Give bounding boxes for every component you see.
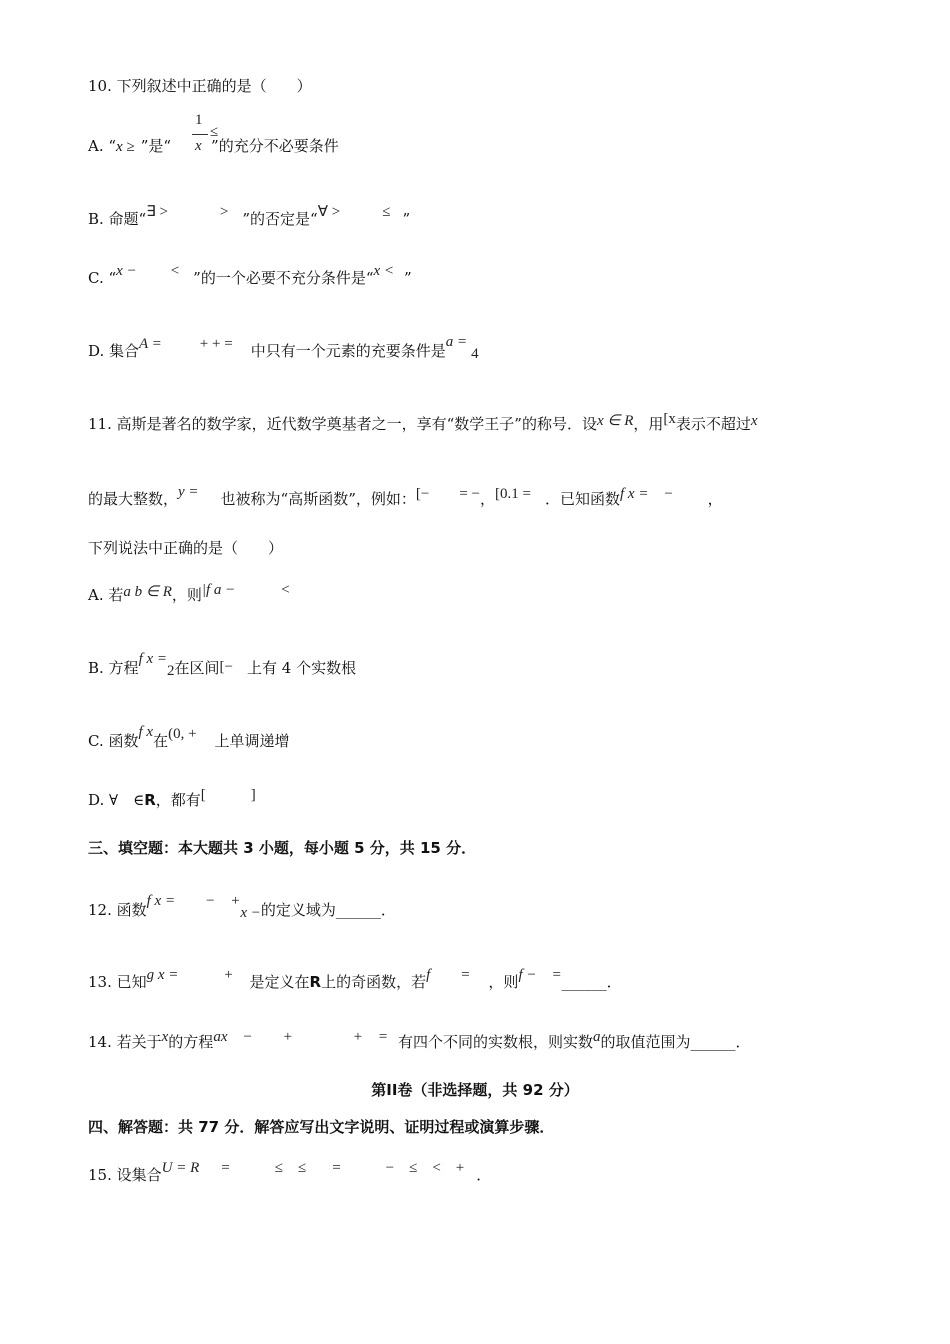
q14-mid1: 的方程 <box>168 1033 214 1051</box>
q11-option-c <box>88 724 290 752</box>
q10-option-c <box>88 263 412 289</box>
q10-c-prefix: C. “ <box>88 269 117 287</box>
q11-d-mid: ，都有 <box>155 791 201 809</box>
q10-b-suffix: ” <box>402 210 411 228</box>
q13-mid3: ，则 <box>488 973 519 991</box>
part2-heading: 第II卷（非选择题，共 92 分） <box>371 1081 579 1099</box>
q11-b-mid: 在区间 <box>174 659 220 677</box>
q11-line2-math2: [− = − <box>415 486 481 502</box>
q10-b-math2: > <box>219 204 229 220</box>
q10-option-d <box>88 334 479 362</box>
q10-d-prefix: D. 集合 <box>88 342 140 360</box>
q11-line2-math3: [0.1 = <box>495 486 531 502</box>
q10-d-math2: + + = <box>199 336 233 352</box>
q10-a-math1: x ≥ <box>116 139 135 155</box>
q10-a-frac-rel: ≤ <box>210 124 219 140</box>
q11-stem-math2: [x <box>663 411 676 427</box>
q10-d-math4: 4 <box>471 346 479 362</box>
q13 <box>88 967 622 993</box>
q11-b-math1: f x = <box>138 651 168 667</box>
q13-prefix: 13. 已知 <box>88 973 147 991</box>
q14-math2: ax − + + = <box>213 1029 388 1045</box>
q10-c-suffix: ” <box>404 269 412 287</box>
q13-mid2: 上的奇函数，若 <box>321 973 427 991</box>
q10-c-mid: ”的一个必要不充分条件是“ <box>193 269 374 287</box>
q15-prefix: 15. 设集合 <box>88 1166 162 1184</box>
q15-math1: U = R <box>161 1160 200 1176</box>
q13-math4: f − = <box>518 967 562 983</box>
q11-line2-b: 也被称为“高斯函数”，例如： <box>220 490 416 508</box>
q10-a-suffix: ”的充分不必要条件 <box>211 137 339 155</box>
q11-c-suffix: 上单调递增 <box>214 732 290 750</box>
q10-a-mid: ”是“ <box>140 137 172 155</box>
q11-stem-b: ，用 <box>633 415 664 433</box>
q10-b-mid: ”的否定是“ <box>242 210 318 228</box>
q11-c-prefix: C. 函数 <box>88 732 139 750</box>
q11-stem-line2 <box>88 484 723 510</box>
q12 <box>88 893 396 921</box>
q10-a-frac-num: 1 <box>195 112 203 128</box>
q13-mid1: 是定义在 <box>249 973 310 991</box>
q11-stem-line3: 下列说法中正确的是（ ） <box>88 539 284 557</box>
q11-b-suffix: 上有 4 个实数根 <box>247 659 357 677</box>
q12-math1: f x = − + <box>146 893 241 909</box>
q10-c-math3: x < <box>373 263 395 279</box>
q11-b-math3: [− <box>219 659 233 675</box>
section4-heading: 四、解答题：共 77 分．解答应写出文字说明、证明过程或演算步骤． <box>88 1118 555 1136</box>
q13-math2: R <box>309 973 322 991</box>
q10-b-math1: ∃ > <box>146 204 168 220</box>
q11-line2-math1: y = <box>178 484 199 500</box>
q12-math2: x − <box>240 905 261 921</box>
q10-b-math3: ∀ > <box>317 204 341 220</box>
q11-stem-math1: x ∈ R <box>596 413 634 429</box>
q10-d-mid: 中只有一个元素的充要条件是 <box>250 342 446 360</box>
q11-d-math2: [ ] <box>200 787 256 803</box>
q10-a-frac-bar <box>192 134 208 135</box>
q10-option-b <box>88 204 411 230</box>
q11-a-math2: |f a − < <box>201 582 291 598</box>
q11-stem-line1 <box>88 411 758 435</box>
q10-c-math2: < <box>170 263 180 279</box>
q11-a-mid: ，则 <box>171 586 202 604</box>
q11-c-math1: f x <box>138 724 154 740</box>
q11-stem-math3: x <box>750 413 758 429</box>
q11-line2-a: 的最大整数， <box>88 490 179 508</box>
q11-option-d <box>88 787 256 811</box>
q14-mid2: 有四个不同的实数根，则实数 <box>397 1033 593 1051</box>
q13-suffix: ______． <box>561 973 622 991</box>
q11-b-prefix: B. 方程 <box>88 659 139 677</box>
q11-line2-c: ， <box>480 490 496 508</box>
q10-c-math1: x − <box>116 263 137 279</box>
q11-option-a <box>88 582 291 606</box>
q13-math3: f = <box>426 967 471 983</box>
q15-math2: = ≤ ≤ <box>221 1160 307 1176</box>
q14-suffix: 的取值范围为______． <box>600 1033 751 1051</box>
q11-line2-math4: f x = − <box>620 486 674 502</box>
q10-b-math4: ≤ <box>382 204 391 220</box>
q10-a-prefix: A. “ <box>88 137 117 155</box>
q15-suffix: ． <box>476 1166 492 1184</box>
q12-suffix: 的定义域为______． <box>260 901 396 919</box>
q12-prefix: 12. 函数 <box>88 901 147 919</box>
q14-math1: x <box>161 1029 169 1045</box>
q11-line2-d: ．已知函数 <box>545 490 621 508</box>
q10-a-frac-den: x <box>195 138 202 154</box>
section3-heading: 三、填空题：本大题共 3 小题，每小题 5 分，共 15 分． <box>88 839 477 857</box>
q10-b-prefix: B. 命题“ <box>88 210 147 228</box>
q10-d-math1: A = <box>139 336 162 352</box>
q11-d-prefix: D. ∀ ∈ <box>88 791 145 809</box>
q11-b-math2: 2 <box>167 663 175 679</box>
q15-math3: = − ≤ < + <box>332 1160 465 1176</box>
q11-a-prefix: A. 若 <box>88 586 124 604</box>
q14-math3: a <box>592 1029 601 1045</box>
q11-a-math1: a b ∈ R <box>123 584 172 600</box>
q11-line2-e: ， <box>707 490 723 508</box>
q11-stem-a: 11. 高斯是著名的数学家，近代数学奠基者之一，享有“数学王子”的称号．设 <box>88 415 597 433</box>
q10-d-math3: a = <box>445 334 468 350</box>
q15 <box>88 1160 492 1186</box>
q11-d-math1: R <box>144 791 156 809</box>
q11-stem-c: 表示不超过 <box>675 415 751 433</box>
q14 <box>88 1029 751 1053</box>
q13-math1: g x = + <box>146 967 234 983</box>
q11-c-mid: 在 <box>153 732 169 750</box>
q11-c-math2: (0, + <box>168 726 197 742</box>
q11-option-b <box>88 651 357 679</box>
q10-stem: 10. 下列叙述中正确的是（ ） <box>88 77 312 95</box>
q14-prefix: 14. 若关于 <box>88 1033 162 1051</box>
